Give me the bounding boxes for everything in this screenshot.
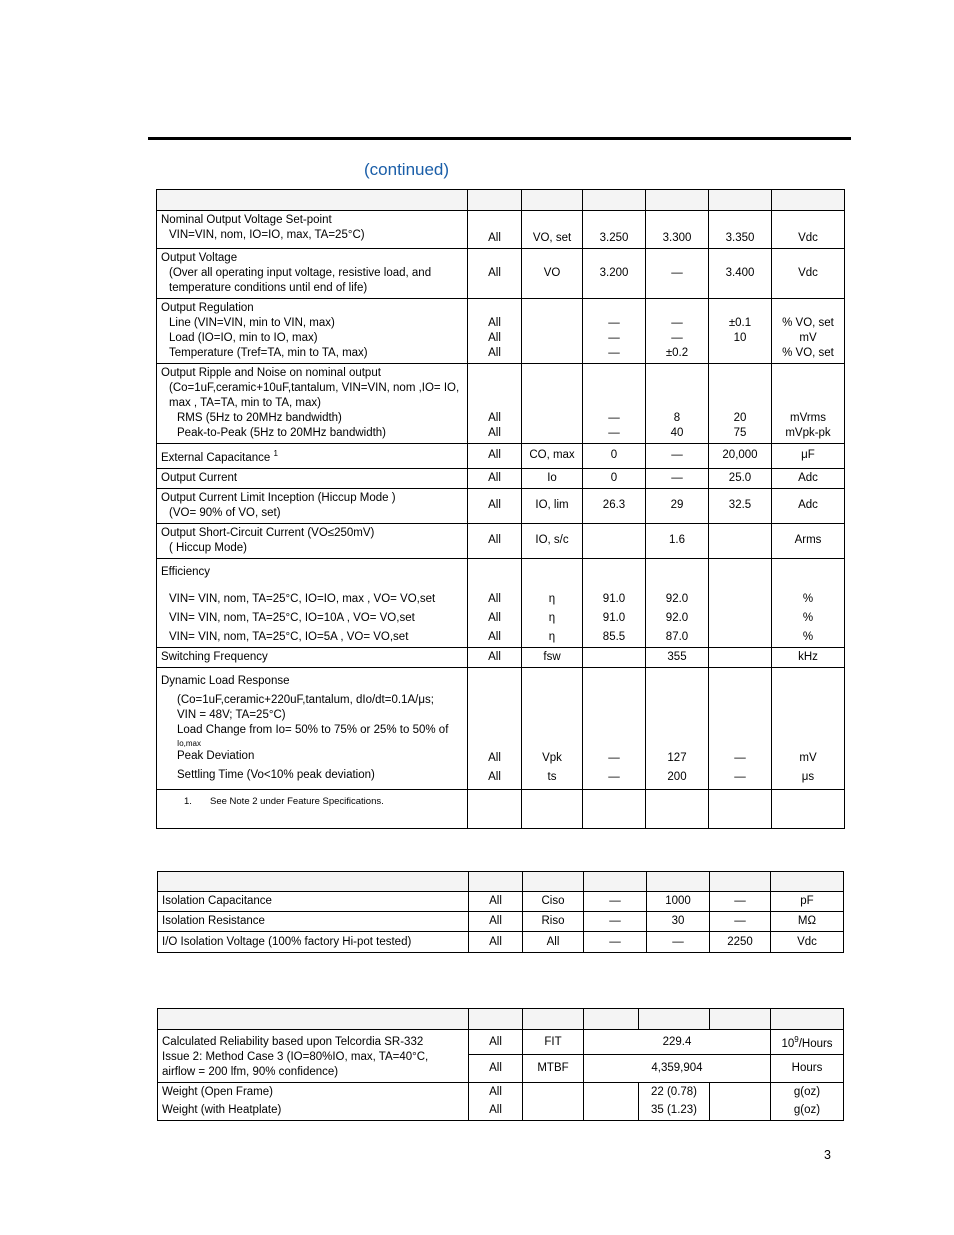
table-row: Output Current All Io 0 — 25.0 Adc [157,468,845,488]
table-row: Isolation Resistance All Riso — 30 — MΩ [158,912,844,932]
table-row: Efficiency VIN= VIN, nom, TA=25°C, IO=IO, max , VO= VO,set VIN= VIN, nom, TA=25°C, IO=10A , VO= VO,set VIN= VIN, nom, TA=25°C, IO=5A , VO= VO,set All All All η η η 91.0 91.0 85.5 92.0 92.0 87.0 % % % [157,558,845,647]
output-specifications-table [156,189,845,829]
table-row: Dynamic Load Response (Co=1uF,ceramic+220uF,tantalum, dIo/dt=0.1A/μs; VIN = 48V; TA=25°C) Load Change from Io= 50% to 75% or 25% to 50% of Io,max Peak Deviation Settling Time (Vo<10% peak deviation) All All Vpk ts — — 127 200 — — mV μs [157,667,845,789]
general-specifications-table [157,1008,844,1121]
table-row: Isolation Capacitance All Ciso — 1000 — pF [158,892,844,912]
table-row: I/O Isolation Voltage (100% factory Hi-pot tested) All All — — 2250 Vdc [158,932,844,953]
isolation-specifications-table [157,871,844,953]
table-row: All MTBF 4,359,904 Hours [158,1055,844,1083]
table-row: Calculated Reliability based upon Telcordia SR-332 Issue 2: Method Case 3 (IO=80%IO, max, TA=40°C, airflow = 200 lfm, 90% confidence) All FIT 229.4 $10^9$/Hours [158,1030,844,1055]
table-header-row [157,190,845,211]
table-row: Output Voltage (Over all operating input voltage, resistive load, and temperature conditions until end of life) All VO 3.200 — 3.400 Vdc [157,249,845,299]
table-row: Output Current Limit Inception (Hiccup Mode ) (VO= 90% of VO, set) All IO, lim 26.3 29 32.5 Adc [157,488,845,523]
table-row: External Capacitance $^1$ All CO, max 0 — 20,000 μF [157,444,845,469]
table-header-row [158,872,844,892]
footnote: 1. See Note 2 under Feature Specifications. [184,796,384,807]
table-row: Output Regulation Line (VIN=VIN, min to VIN, max) Load (IO=IO, min to IO, max) Temperature (Tref=TA, min to TA, max) All All All — — — — — ±0.2 ±0.1 10 % VO, set mV % VO, set [157,299,845,364]
table-row: Switching Frequency All fsw 355 kHz [157,647,845,667]
header-rule [148,137,851,140]
table-row: Nominal Output Voltage Set-point VIN=VIN, nom, IO=IO, max, TA=25°C) All VO, set 3.250 3.300 3.350 Vdc [157,211,845,249]
page-number: 3 [824,1148,831,1162]
table-row: Output Ripple and Noise on nominal output (Co=1uF,ceramic+10uF,tantalum, VIN=VIN, nom ,IO= IO, max , TA=TA, min to TA, max) RMS (5Hz to 20MHz bandwidth) Peak-to-Peak (5Hz to 20MHz bandwidth) All All — — 8 40 20 75 mVrms mVpk-pk [157,364,845,444]
table-header-row [158,1009,844,1030]
section-continued: (continued) [364,160,450,179]
table-row: Weight (Open Frame) Weight (with Heatplate) All All 22 (0.78) 35 (1.23) g(oz) g(oz) [158,1083,844,1121]
table-row: Output Short-Circuit Current (VO≤250mV) ( Hiccup Mode) All IO, s/c 1.6 Arms [157,523,845,558]
